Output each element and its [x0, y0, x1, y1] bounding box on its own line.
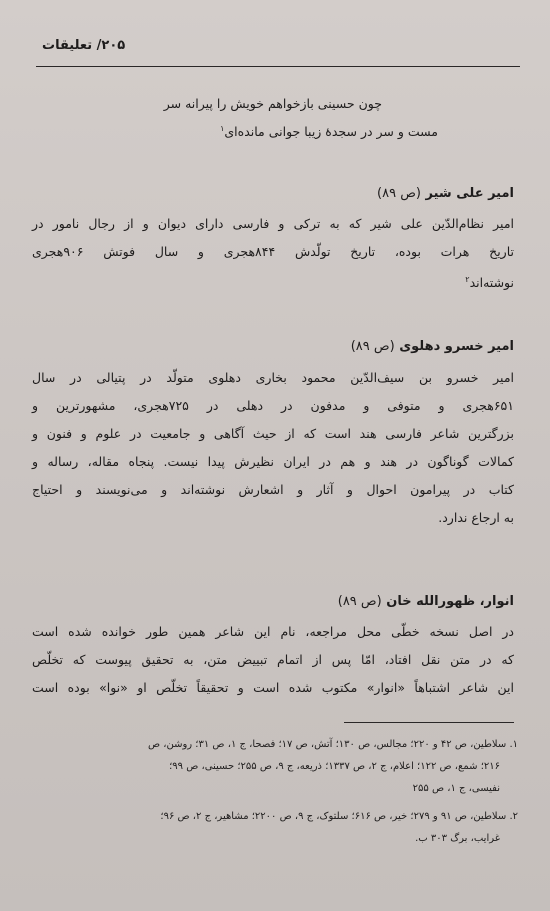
body-line: کمالات گوناگون در هند و هم در ایران نظیرش پیدا نیست. پنجاه مقاله، رساله و [32, 454, 514, 469]
body-line-text: نوشته‌اند [469, 275, 514, 291]
footnote-number: ۱. [509, 739, 518, 750]
section-heading-amir-khosrow [351, 339, 514, 354]
body-line: تاریخ هرات بوده، تاریخ تولّدش ۸۴۴هجری و سال فوتش ۹۰۶هجری [32, 244, 515, 259]
body-line: که در متن نقل افتاد، امّا پس از اتمام تبییض متن، به تحقیق پیوست که تخلّص [32, 652, 514, 667]
footnote-text: سلاطین، ص ۹۱ و ۲۷۹؛ خیر، ص ۶۱۶؛ سلتوک، ج ۹، ص ۲۲۰۰؛ مشاهیر، ج ۲، ص ۹۶؛ [160, 811, 507, 822]
footnote-1 [40, 734, 518, 800]
footnote-line: غرایب، برگ ۳۰۳ ب. [415, 833, 500, 844]
heading-text: امیر علی شیر [425, 186, 514, 201]
header-rule [36, 66, 520, 67]
body-line: امیر نظام‌الدّین علی شیر که به ترکی و فارسی دارای دیوان و از رجال نامور در [32, 216, 514, 231]
verse-line-1 [164, 96, 382, 111]
footnote-line: نفیسی، ج ۱، ص ۲۵۵ [412, 783, 500, 794]
footnote-rule [344, 722, 514, 723]
footnote-2 [40, 806, 518, 850]
body-line: امیر خسرو بن سیف‌الدّین محمود بخاری دهلوی متولّد در پتیالی در سال [32, 370, 514, 385]
body-line: در اصل نسخه خطّی محل مراجعه، نام این شاعر همین طور خوانده شده است [32, 624, 514, 639]
body-line: ۶۵۱هجری و متوفی و مدفون در دهلی در ۷۲۵هجری، مشهورترین و [32, 398, 514, 413]
running-head: ۲۰۵/ تعلیقات [42, 38, 126, 53]
section-body-amir-ali-shir [32, 210, 514, 294]
section-body-amir-khosrow [32, 364, 514, 532]
section-heading-anvar [338, 594, 514, 609]
heading-text: امیر خسرو دهلوی [399, 339, 514, 354]
footnote-line [40, 806, 518, 828]
body-line-last: به ارجاع ندارد. [438, 510, 514, 525]
footnote-line: ۲۱۶؛ شمع، ص ۱۲۲؛ اعلام، ج ۲، ص ۱۳۳۷؛ ذریعه، ج ۹، ص ۲۵۵؛ حسینی، ص ۹۹؛ [169, 761, 500, 772]
page-ref: (ص ۸۹) [337, 594, 382, 609]
footnote-line [40, 734, 518, 756]
section-body-anvar [32, 618, 514, 702]
body-line: این شاعر اشتباهاً «انوار» مکتوب شده است و تحقیقاً تخلّص او «نوا» بوده است [32, 680, 514, 695]
verse-line-2 [220, 124, 438, 139]
body-line: بزرگترین شاعر فارسی هند است که از حیث آگاهی و جامعیت در علوم و فنون و [32, 426, 514, 441]
heading-text: انوار، ظهورالله خان [386, 594, 514, 609]
footnote-number: ۲. [509, 811, 518, 822]
verse-line-2-text: مست و سر در سجدۀ زیبا جوانی مانده‌ای [224, 124, 438, 140]
body-line: کتاب در پیرامون احوال و آثار و اشعارش نوشته‌اند و می‌نویسند و احتیاج [32, 482, 514, 497]
section-heading-amir-ali-shir [377, 186, 514, 201]
page-ref: (ص ۸۹) [350, 339, 395, 354]
footnote-mark-2[interactable]: ۲ [465, 275, 470, 284]
verse-line-1-text: چون حسینی بازخواهم خویش را پیرانه سر [163, 96, 382, 111]
footnote-text: سلاطین، ص ۴۲ و ۲۲۰؛ مجالس، ص ۱۳۰؛ آتش، ص ۱۷؛ فصحا، ج ۱، ص ۳۱؛ روشن، ص [147, 739, 507, 750]
page-ref: (ص ۸۹) [377, 186, 421, 201]
footnote-mark-1[interactable]: ۱ [220, 124, 225, 133]
body-line-last [32, 266, 514, 294]
